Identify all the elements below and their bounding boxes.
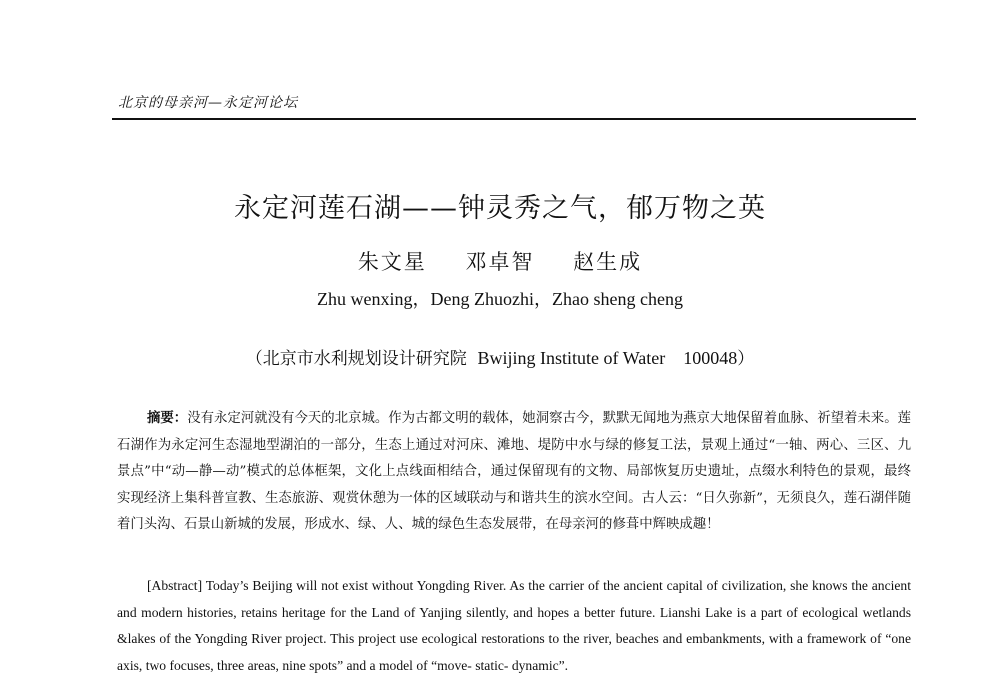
affiliation — [0, 344, 1000, 369]
authors-chinese — [0, 246, 1000, 276]
postal-code: 100048 — [683, 348, 738, 368]
abstract-chinese — [117, 405, 911, 539]
author-cn-2: 邓卓智 — [465, 250, 535, 274]
running-header: 北京的母亲河—永定河论坛 — [118, 95, 298, 111]
author-cn-1: 朱文星 — [357, 250, 427, 274]
abstract-cn-label: 摘要： — [147, 410, 188, 426]
abstract-english — [117, 573, 911, 679]
affiliation-close-paren: ） — [737, 349, 755, 369]
abstract-en-label: [Abstract] — [147, 578, 203, 593]
affiliation-open-paren: （ — [245, 349, 263, 369]
authors-english: Zhu wenxing，Deng Zhuozhi，Zhao sheng cheng — [317, 289, 683, 309]
abstract-cn-text: 没有永定河就没有今天的北京城。作为古都文明的载体，她洞察古今，默默无闻地为燕京大地保留着血脉、祈望着未来。莲石湖作为永定河生态湿地型湖泊的一部分，生态上通过对河床、滩地、堤防中水与绿的修复工法，景观上通过“一轴、两心、三区、九景点”中“动—静—动”模式的总体框架，文化上点线面相结合，通过保留现有的文物、局部恢复历史遗址，点缀水利特色的景观，最终实现经济上集科普宣教、生态旅游、观赏休憩为一体的区域联动与和谐共生的滨水空间。古人云：“日久弥新”，无须良久，莲石湖伴随着门头沟、石景山新城的发展，形成水、绿、人、城的绿色生态发展带，在母亲河的修葺中辉映成趣！ — [117, 411, 912, 532]
author-cn-3: 赵生成 — [573, 250, 643, 274]
header-rule — [112, 118, 916, 120]
affiliation-chinese: 北京市水利规划设计研究院 — [262, 349, 467, 369]
abstract-en-text: Today’s Beijing will not exist without Yongding River. As the carrier of the ancient capital of civilization, she knows the ancient and modern histories, retains heritage for the Land of Yanjing silently, and hopes a better future. Lianshi Lake is a part of ecological wetlands &lakes of the Yongding River project. This project use ecological restorations to the river, beaches and embankments, with a framework of “one axis, two focuses, three areas, nine spots” and a model of “move- static- dynamic”. — [117, 578, 912, 673]
affiliation-english: Bwijing Institute of Water — [477, 348, 666, 368]
paper-title: 永定河莲石湖——钟灵秀之气，郁万物之英 — [234, 193, 766, 224]
